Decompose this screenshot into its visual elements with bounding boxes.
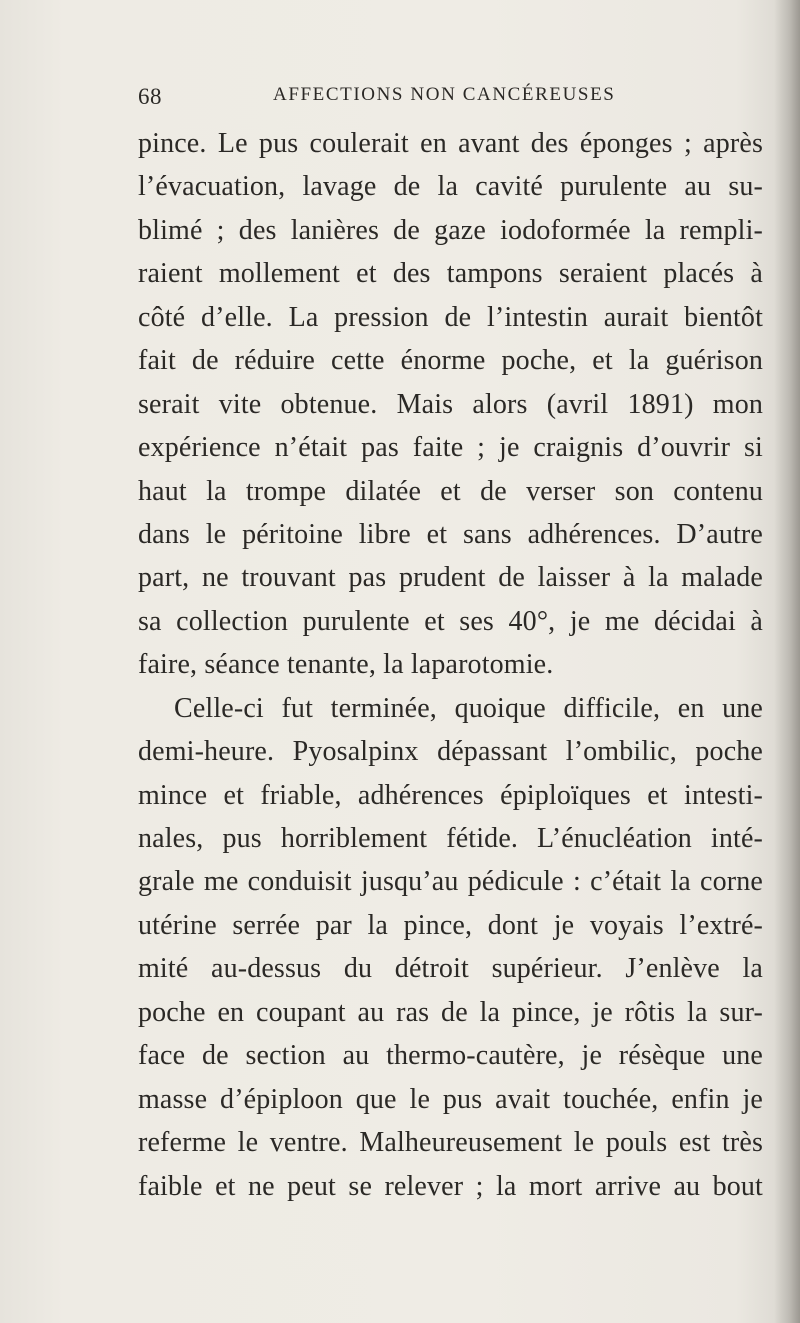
text-line: haut la trompe dilatée et de verser son contenu bbox=[138, 475, 763, 507]
text-line: l’évacuation, lavage de la cavité purulente au su- bbox=[138, 171, 763, 203]
text-line: referme le ventre. Malheureusement le pouls est très bbox=[138, 1127, 763, 1159]
text-line: utérine serrée par la pince, dont je voyais l’extré- bbox=[138, 909, 763, 941]
text-line: pince. Le pus coulerait en avant des éponges ; après bbox=[138, 128, 763, 159]
text-line: poche en coupant au ras de la pince, je rôtis la sur- bbox=[138, 996, 763, 1028]
text-line: grale me conduisit jusqu’au pédicule : c’était la corne bbox=[138, 866, 763, 898]
page-number: 68 bbox=[138, 84, 162, 109]
text-line: fait de réduire cette énorme poche, et la guérison bbox=[138, 345, 763, 377]
text-line: nales, pus horriblement fétide. L’énucléation inté- bbox=[138, 823, 763, 854]
text-line: mité au-dessus du détroit supérieur. J’enlève la bbox=[138, 953, 763, 985]
text-line: mince et friable, adhérences épiploïques et intesti- bbox=[138, 779, 763, 811]
body-text bbox=[138, 122, 763, 1208]
text-line: serait vite obtenue. Mais alors (avril 1891) mon bbox=[138, 388, 763, 420]
text-line: sa collection purulente et ses 40°, je me décidai à bbox=[138, 605, 763, 637]
text-line: Celle-ci fut terminée, quoique difficile, en une bbox=[174, 692, 763, 724]
text-line: faire, séance tenante, la laparotomie. bbox=[138, 649, 554, 681]
text-line: côté d’elle. La pression de l’intestin aurait bientôt bbox=[138, 301, 763, 333]
page-edge-shadow bbox=[774, 0, 800, 1323]
text-line: blimé ; des lanières de gaze iodoformée la rempli- bbox=[138, 214, 763, 246]
running-head: AFFECTIONS NON CANCÉREUSES bbox=[273, 84, 616, 105]
text-line: dans le péritoine libre et sans adhérences. D’autre bbox=[138, 518, 763, 550]
text-line: demi-heure. Pyosalpinx dépassant l’ombilic, poche bbox=[138, 736, 763, 768]
text-line: face de section au thermo-cautère, je résèque une bbox=[138, 1040, 763, 1072]
text-line: raient mollement et des tampons seraient placés à bbox=[138, 258, 763, 290]
text-line: part, ne trouvant pas prudent de laisser à la malade bbox=[138, 562, 763, 594]
text-line: masse d’épiploon que le pus avait touchée, enfin je bbox=[138, 1083, 763, 1115]
text-line: faible et ne peut se relever ; la mort arrive au bout bbox=[138, 1170, 763, 1202]
page-header bbox=[138, 84, 758, 114]
text-line: expérience n’était pas faite ; je craignis d’ouvrir si bbox=[138, 432, 763, 464]
